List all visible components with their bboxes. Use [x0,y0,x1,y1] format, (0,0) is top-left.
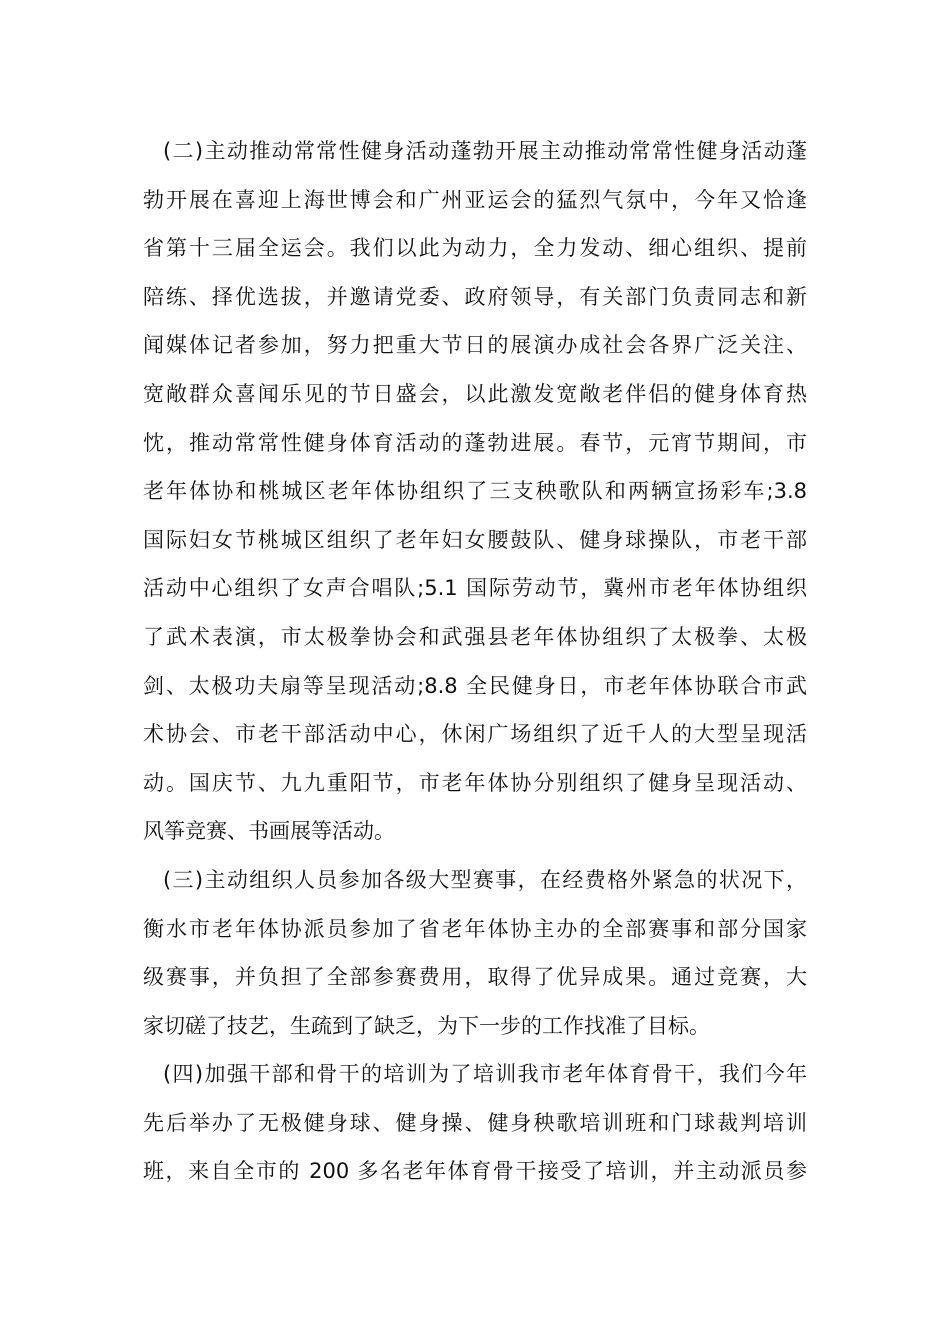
text-line: 活动中心组织了女声合唱队;5.1 国际劳动节，冀州市老年体协组织 [143,576,807,601]
text-line: 剑、太极功夫扇等呈现活动;8.8 全民健身日，市老年体协联合市武 [143,673,807,698]
text-line: 家切磋了技艺，生疏到了缺乏，为下一步的工作找准了目标。 [143,1013,710,1038]
paragraph-4 [143,1050,807,1196]
paragraph-2 [143,127,807,856]
paragraph-3 [143,856,807,1050]
text-line: 衡水市老年体协派员参加了省老年体协主办的全部赛事和部分国家 [143,916,807,941]
text-line: (四)加强干部和骨干的培训为了培训我市老年体育骨干，我们今年 [163,1062,807,1087]
text-line: 术协会、市老干部活动中心，休闲广场组织了近千人的大型呈现活 [143,722,807,747]
text-line: 老年体协和桃城区老年体协组织了三支秧歌队和两辆宣扬彩车;3.8 [143,479,807,504]
text-line: 闻媒体记者参加，努力把重大节日的展演办成社会各界广泛关注、 [143,333,807,358]
text-line: 省第十三届全运会。我们以此为动力，全力发动、细心组织、提前 [143,236,807,261]
text-line: (二)主动推动常常性健身活动蓬勃开展主动推动常常性健身活动蓬 [163,139,807,163]
text-line: 宽敞群众喜闻乐见的节日盛会，以此激发宽敞老伴侣的健身体育热 [143,381,807,406]
text-line: 忱，推动常常性健身体育活动的蓬勃进展。春节，元宵节期间，市 [143,430,807,455]
text-line: 风筝竞赛、书画展等活动。 [143,819,395,844]
text-line: 陪练、择优选拔，并邀请党委、政府领导，有关部门负责同志和新 [143,284,807,309]
text-line: 国际妇女节桃城区组织了老年妇女腰鼓队、健身球操队，市老干部 [143,527,807,552]
text-line: 班，来自全市的 200 多名老年体育骨干接受了培训，并主动派员参 [143,1159,807,1184]
document-body [143,127,807,1196]
text-line: 了武术表演，市太极拳协会和武强县老年体协组织了太极拳、太极 [143,624,807,649]
text-line: (三)主动组织人员参加各级大型赛事，在经费格外紧急的状况下， [163,867,807,892]
text-line: 级赛事，并负担了全部参赛费用，取得了优异成果。通过竞赛，大 [143,965,807,990]
text-line: 勃开展在喜迎上海世博会和广州亚运会的猛烈气氛中，今年又恰逢 [143,187,807,212]
text-line: 先后举办了无极健身球、健身操、健身秧歌培训班和门球裁判培训 [143,1110,807,1135]
text-line: 动。国庆节、九九重阳节，市老年体协分别组织了健身呈现活动、 [143,770,807,795]
